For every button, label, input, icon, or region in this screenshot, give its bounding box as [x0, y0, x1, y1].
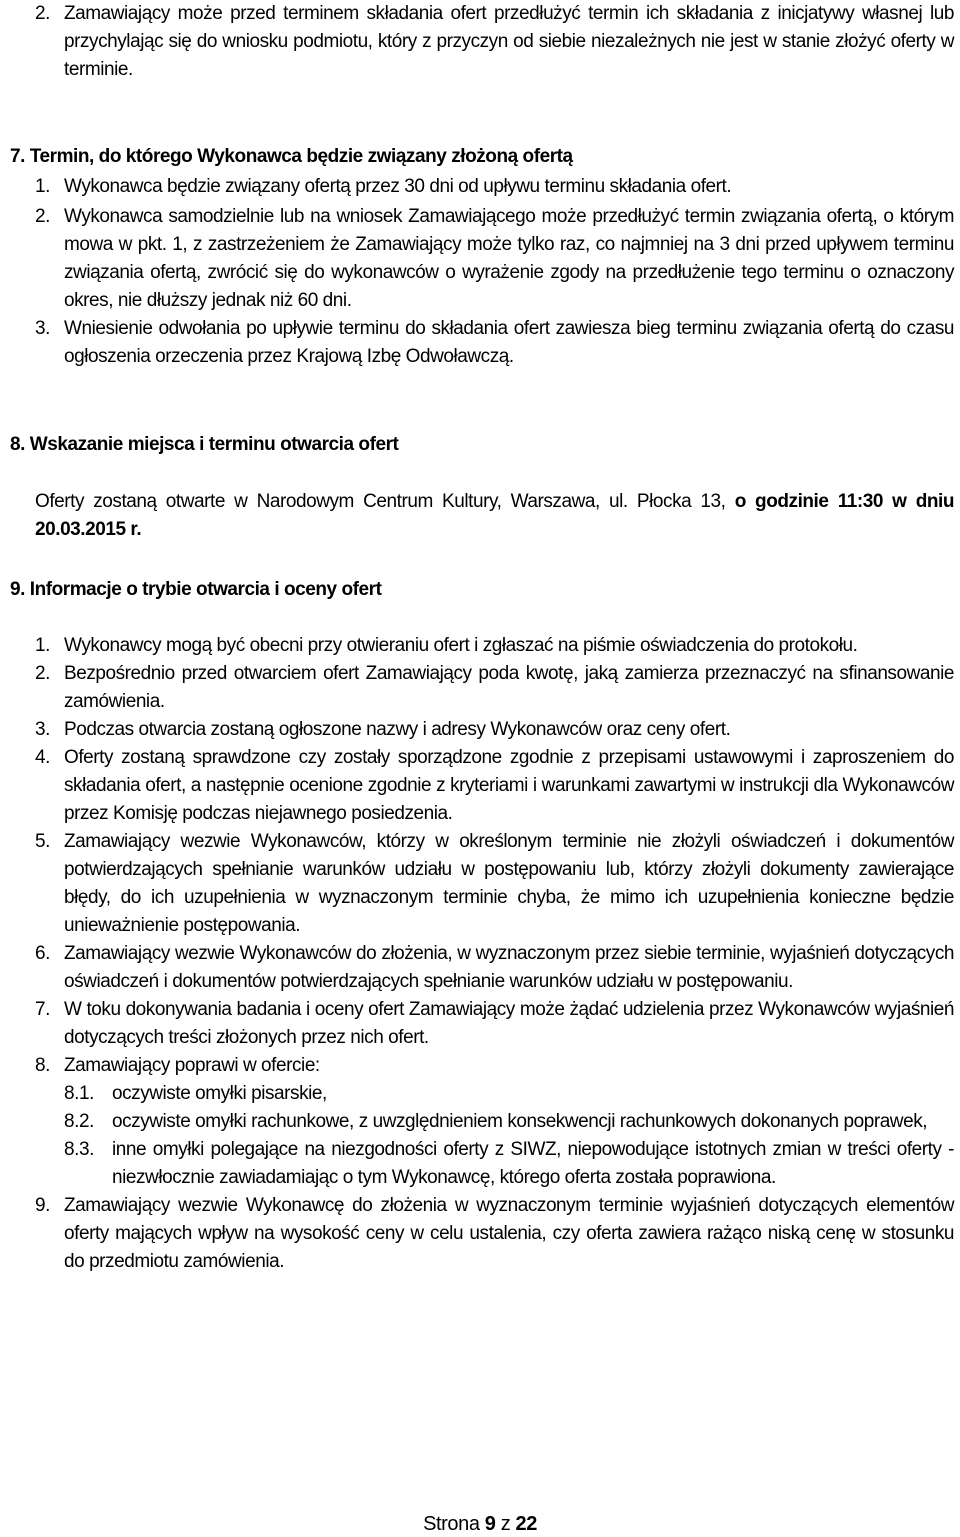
sub-list-item-number: 8.3.: [64, 1139, 94, 1160]
list-item: [35, 173, 954, 201]
list-item-text: Wykonawcy mogą być obecni przy otwieraniu ofert i zgłaszać na piśmie oświadczenia do protokołu.: [64, 635, 858, 656]
list-item-text: Oferty zostaną sprawdzone czy zostały sporządzone zgodnie z przepisami ustawowymi i zaproszeniem do składania ofert, a następnie ocenione zgodnie z kryteriami i warunkami zawartymi w instrukcji dla Wykonawców przez Komisję podczas niejawnego posiedzenia.: [64, 747, 954, 824]
sub-list-item-text: oczywiste omyłki rachunkowe, z uwzględnieniem konsekwencji rachunkowych dokonanych poprawek,: [112, 1111, 928, 1132]
list-item-text: Wykonawca będzie związany ofertą przez 30 dni od upływu terminu składania ofert.: [64, 176, 732, 197]
list-item-text: Bezpośrednio przed otwarciem ofert Zamawiający poda kwotę, jaką zamierza przeznaczyć na sfinansowanie zamówienia.: [64, 663, 954, 712]
section-7-heading: 7. Termin, do którego Wykonawca będzie związany złożoną ofertą: [10, 146, 573, 167]
sub-list-item-number: 8.1.: [64, 1083, 94, 1104]
list-item-number: 8.: [35, 1055, 50, 1076]
list-item-number: 2.: [35, 206, 50, 227]
list-item-text: Wniesienie odwołania po upływie terminu do składania ofert zawiesza bieg terminu związania ofertą do czasu ogłoszenia orzeczenia przez Krajową Izbę Odwoławczą.: [64, 318, 954, 367]
list-item-text: Zamawiający poprawi w ofercie:: [64, 1055, 320, 1076]
page-footer: [0, 1513, 960, 1536]
list-item: [35, 632, 954, 660]
list-item: [35, 1052, 954, 1080]
section-8-heading: 8. Wskazanie miejsca i terminu otwarcia ofert: [10, 434, 399, 455]
list-item: [35, 996, 954, 1052]
list-item: [35, 203, 954, 315]
list-item-text: Podczas otwarcia zostaną ogłoszone nazwy i adresy Wykonawców oraz ceny ofert.: [64, 719, 731, 740]
section-9-list: [35, 632, 954, 1276]
list-item-text: W toku dokonywania badania i oceny ofert Zamawiający może żądać udzielenia przez Wykonawców wyjaśnień dotyczących treści złożonych przez nich ofert.: [64, 999, 954, 1048]
list-item-number: 6.: [35, 943, 50, 964]
list-item-number: 9.: [35, 1195, 50, 1216]
list-item-text: Zamawiający może przed terminem składania ofert przedłużyć termin ich składania z inicjatywy własnej lub przychylając się do wniosku podmiotu, który z przyczyn od siebie niezależnych nie jest w stanie złożyć oferty w terminie.: [64, 3, 954, 80]
sub-list-item: [64, 1080, 954, 1108]
section-9-heading: 9. Informacje o trybie otwarcia i oceny ofert: [10, 579, 382, 600]
list-item: [35, 660, 954, 716]
list-item-number: 3.: [35, 719, 50, 740]
list-item-text: Zamawiający wezwie Wykonawców do złożenia, w wyznaczonym przez siebie terminie, wyjaśnień dotyczących oświadczeń i dokumentów potwierdzających spełnianie warunków udziału w postępowaniu.: [64, 943, 954, 992]
list-item: [35, 716, 954, 744]
footer-page-number: 9: [484, 1513, 496, 1535]
sub-list-item-number: 8.2.: [64, 1111, 94, 1132]
sub-list-item: [64, 1108, 954, 1136]
list-item-text: Zamawiający wezwie Wykonawcę do złożenia w wyznaczonym terminie wyjaśnień dotyczących elementów oferty mających wpływ na wysokość ceny w celu ustalenia, czy oferta zawiera rażąco niską cenę w stosunku do przedmiotu zamówienia.: [64, 1195, 954, 1272]
section-8-paragraph: [35, 488, 954, 544]
list-item: [35, 315, 954, 371]
footer-total-pages: 22: [515, 1513, 537, 1535]
list-item: [35, 828, 954, 940]
list-item-number: 2.: [35, 663, 50, 684]
sub-list-item-text: oczywiste omyłki pisarskie,: [112, 1083, 327, 1104]
list-item: [35, 940, 954, 996]
list-item-number: 7.: [35, 999, 50, 1020]
list-item-text: Zamawiający wezwie Wykonawców, którzy w określonym terminie nie złożyli oświadczeń i dokumentów potwierdzających spełnianie warunków udziału w postępowaniu lub, którzy złożyli dokumenty zawierające błędy, do ich uzupełnienia w wyznaczonym terminie chyba, że mimo ich uzupełnienia konieczne będzie unieważnienie postępowania.: [64, 831, 954, 936]
opening-place-text: Oferty zostaną otwarte w Narodowym Centrum Kultury, Warszawa, ul. Płocka 13,: [35, 491, 726, 512]
opening-date-text: o godzinie 11:30 w dniu 20.03.2015 r.: [35, 491, 954, 540]
footer-separator: z: [500, 1513, 511, 1535]
list-item: [35, 744, 954, 828]
section-7-list: [35, 173, 954, 371]
sub-list-item-text: inne omyłki polegające na niezgodności oferty z SIWZ, niepowodujące istotnych zmian w treści oferty - niezwłocznie zawiadamiając o tym Wykonawcę, którego oferta została poprawiona.: [112, 1139, 954, 1188]
list-item-number: 3.: [35, 318, 50, 339]
list-item-number: 4.: [35, 747, 50, 768]
list-item-text: Wykonawca samodzielnie lub na wniosek Zamawiającego może przedłużyć termin związania ofertą, o którym mowa w pkt. 1, z zastrzeżeniem że Zamawiający może tylko raz, co najmniej na 3 dni przed upływem terminu związania ofertą, zwrócić się do wykonawców o wyrażenie zgody na przedłużenie tego terminu o oznaczony okres, nie dłuższy jednak niż 60 dni.: [64, 206, 954, 311]
list-item-number: 5.: [35, 831, 50, 852]
list-item: [35, 0, 954, 84]
list-item: [35, 1192, 954, 1276]
sub-list-item: [64, 1136, 954, 1192]
list-item-number: 2.: [35, 3, 50, 24]
list-item-number: 1.: [35, 635, 50, 656]
footer-prefix: Strona: [423, 1513, 480, 1535]
list-item-number: 1.: [35, 176, 50, 197]
